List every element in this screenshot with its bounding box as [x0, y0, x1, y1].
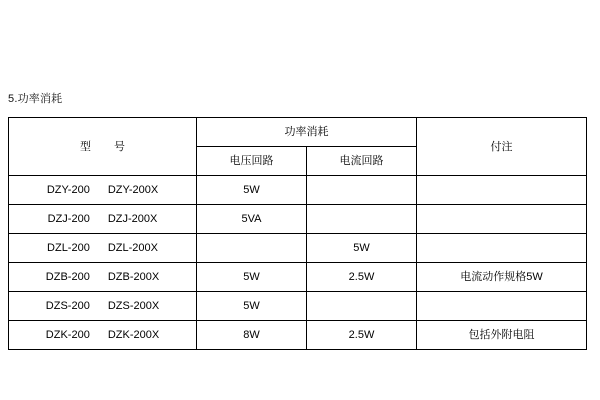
cell-voltage: 5VA — [197, 205, 307, 234]
cell-model — [9, 292, 197, 321]
cell-voltage: 5W — [197, 292, 307, 321]
header-model — [9, 118, 197, 176]
cell-current — [307, 205, 417, 234]
header-note: 付注 — [417, 118, 587, 176]
cell-note — [417, 176, 587, 205]
model-code-variant: DZB-200X — [107, 271, 160, 283]
cell-model — [9, 321, 197, 350]
power-consumption-table-wrapper — [8, 117, 586, 350]
table-row — [9, 234, 587, 263]
model-code-primary: DZS-200 — [45, 300, 90, 312]
cell-note: 包括外附电阻 — [417, 321, 587, 350]
header-current-circuit: 电流回路 — [307, 147, 417, 176]
model-code-variant: DZS-200X — [107, 300, 160, 312]
table-row — [9, 176, 587, 205]
cell-model — [9, 205, 197, 234]
table-row — [9, 263, 587, 292]
section-heading: 5.功率消耗 — [8, 93, 63, 105]
model-code-primary: DZJ-200 — [47, 213, 90, 225]
model-code-variant: DZL-200X — [107, 242, 158, 254]
cell-current — [307, 292, 417, 321]
cell-voltage — [197, 234, 307, 263]
cell-note — [417, 205, 587, 234]
table-row — [9, 321, 587, 350]
model-code-variant: DZJ-200X — [107, 213, 158, 225]
cell-current: 2.5W — [307, 263, 417, 292]
table-header-row-1 — [9, 118, 587, 147]
cell-note: 电流动作规格5W — [417, 263, 587, 292]
model-code-variant: DZK-200X — [107, 329, 160, 341]
model-code-primary: DZY-200 — [46, 184, 90, 196]
cell-model — [9, 263, 197, 292]
header-model-label: 型 号 — [80, 140, 131, 153]
table-row — [9, 292, 587, 321]
cell-note — [417, 292, 587, 321]
cell-model — [9, 234, 197, 263]
cell-current: 2.5W — [307, 321, 417, 350]
model-code-variant: DZY-200X — [107, 184, 159, 196]
cell-model — [9, 176, 197, 205]
cell-voltage: 8W — [197, 321, 307, 350]
model-code-primary: DZB-200 — [45, 271, 90, 283]
model-code-primary: DZK-200 — [45, 329, 90, 341]
cell-current: 5W — [307, 234, 417, 263]
header-power-group: 功率消耗 — [197, 118, 417, 147]
cell-voltage: 5W — [197, 263, 307, 292]
model-code-primary: DZL-200 — [47, 242, 90, 254]
cell-note — [417, 234, 587, 263]
cell-current — [307, 176, 417, 205]
header-voltage-circuit: 电压回路 — [197, 147, 307, 176]
table-row — [9, 205, 587, 234]
power-consumption-table — [8, 117, 587, 350]
cell-voltage: 5W — [197, 176, 307, 205]
